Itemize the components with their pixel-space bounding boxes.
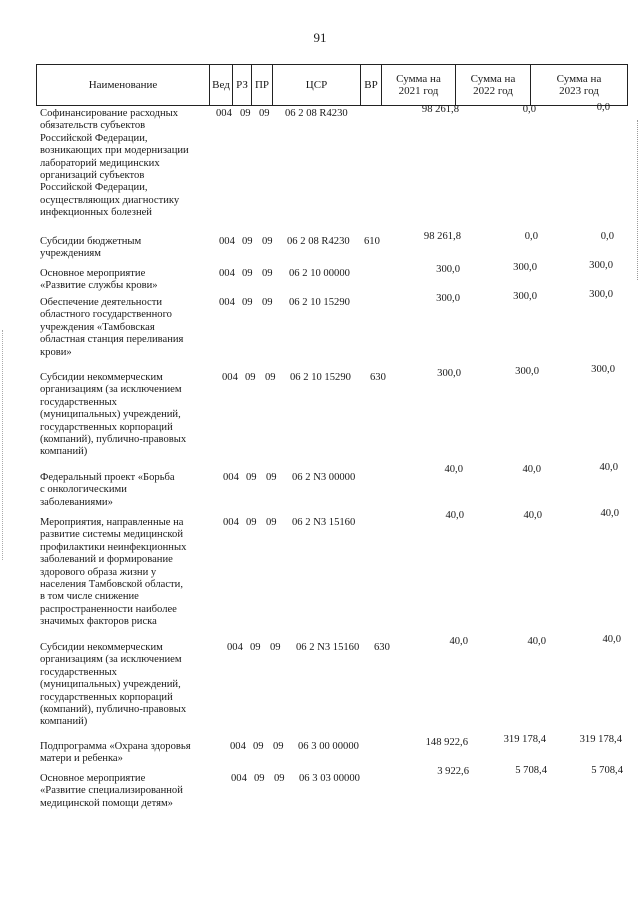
row-rz: 09 <box>245 372 256 383</box>
row-sum-2022: 319 178,4 <box>503 734 546 745</box>
row-csr: 06 2 N3 00000 <box>292 472 356 483</box>
row-name: Субсидии некоммерческим организациям (за исключением государственных (муниципальных) учреждений, государственных корпораций (компаний), публично-правовых компаний) <box>40 372 187 458</box>
row-pr: 09 <box>262 268 273 279</box>
row-sum-2023: 300,0 <box>589 289 613 300</box>
row-rz: 09 <box>250 642 261 653</box>
row-vr: 630 <box>370 372 386 383</box>
row-csr: 06 3 00 00000 <box>298 741 359 752</box>
header-sum-2022: Сумма на 2022 год <box>455 64 531 106</box>
row-sum-2023: 40,0 <box>600 508 619 519</box>
header-sum-2023: Сумма на 2023 год <box>530 64 628 106</box>
header-rz: РЗ <box>232 64 252 106</box>
row-sum-2023: 0,0 <box>600 231 614 242</box>
row-sum-2021: 40,0 <box>449 636 468 647</box>
row-rz: 09 <box>253 741 264 752</box>
row-rz: 09 <box>242 236 253 247</box>
row-sum-2022: 300,0 <box>515 366 539 377</box>
row-pr: 09 <box>259 108 270 119</box>
row-sum-2021: 40,0 <box>445 510 464 521</box>
row-csr: 06 2 08 R4230 <box>285 108 348 119</box>
row-vr: 630 <box>374 642 390 653</box>
row-name: Подпрограмма «Охрана здоровья матери и ребенка» <box>40 741 191 765</box>
row-sum-2021: 300,0 <box>436 293 460 304</box>
row-sum-2022: 5 708,4 <box>515 765 547 776</box>
row-sum-2022: 300,0 <box>513 262 537 273</box>
row-sum-2022: 0,0 <box>524 231 538 242</box>
row-csr: 06 2 10 00000 <box>289 268 350 279</box>
row-ved: 004 <box>223 472 239 483</box>
row-sum-2023: 5 708,4 <box>591 765 623 776</box>
row-pr: 09 <box>262 297 273 308</box>
row-rz: 09 <box>246 472 257 483</box>
row-ved: 004 <box>231 773 247 784</box>
row-sum-2021: 148 922,6 <box>425 737 468 748</box>
row-sum-2023: 300,0 <box>589 260 613 271</box>
row-sum-2023: 300,0 <box>591 364 615 375</box>
scan-edge-marks <box>633 120 638 280</box>
row-sum-2022: 40,0 <box>522 464 541 475</box>
row-ved: 004 <box>219 268 235 279</box>
row-sum-2021: 40,0 <box>444 464 463 475</box>
row-vr: 610 <box>364 236 380 247</box>
row-name: Основное мероприятие «Развитие службы крови» <box>40 268 158 292</box>
row-csr: 06 2 N3 15160 <box>292 517 356 528</box>
header-name: Наименование <box>36 64 210 106</box>
scan-edge-marks-left <box>2 330 6 560</box>
row-csr: 06 3 03 00000 <box>299 773 360 784</box>
row-name: Субсидии бюджетным учреждениям <box>40 236 142 260</box>
header-sum-2021: Сумма на 2021 год <box>381 64 456 106</box>
row-name: Софинансирование расходных обязательств субъектов Российской Федерации, возникающих при модернизации лабораторий медицинских организаций субъектов Российской Федерации, осуществляющих диагностику инфекционных болезней <box>40 108 189 219</box>
row-ved: 004 <box>219 236 235 247</box>
row-rz: 09 <box>242 268 253 279</box>
row-pr: 09 <box>262 236 273 247</box>
row-pr: 09 <box>266 472 277 483</box>
row-rz: 09 <box>240 108 251 119</box>
row-sum-2023: 0,0 <box>596 102 610 113</box>
row-pr: 09 <box>274 773 285 784</box>
row-pr: 09 <box>265 372 276 383</box>
row-sum-2021: 98 261,8 <box>421 104 459 115</box>
row-pr: 09 <box>270 642 281 653</box>
row-ved: 004 <box>223 517 239 528</box>
row-csr: 06 2 08 R4230 <box>287 236 350 247</box>
header-ved: Вед <box>209 64 233 106</box>
row-csr: 06 2 10 15290 <box>290 372 351 383</box>
row-rz: 09 <box>254 773 265 784</box>
row-sum-2023: 40,0 <box>599 462 618 473</box>
header-pr: ПР <box>251 64 273 106</box>
header-csr: ЦСР <box>272 64 361 106</box>
row-pr: 09 <box>266 517 277 528</box>
header-vr: ВР <box>360 64 382 106</box>
row-name: Мероприятия, направленные на развитие системы медицинской профилактики неинфекционных заболеваний и формирование здорового образа жизни у населения Тамбовской области, в том числе снижение распространенности наиболее значимых факторов риска <box>40 517 187 628</box>
row-ved: 004 <box>222 372 238 383</box>
row-csr: 06 2 N3 15160 <box>296 642 360 653</box>
row-ved: 004 <box>219 297 235 308</box>
row-ved: 004 <box>216 108 232 119</box>
row-ved: 004 <box>230 741 246 752</box>
row-sum-2021: 3 922,6 <box>437 766 469 777</box>
row-sum-2022: 40,0 <box>523 510 542 521</box>
row-sum-2021: 98 261,8 <box>423 231 461 242</box>
row-sum-2023: 319 178,4 <box>579 734 622 745</box>
row-ved: 004 <box>227 642 243 653</box>
row-rz: 09 <box>246 517 257 528</box>
table-header <box>36 64 628 106</box>
row-name: Федеральный проект «Борьба с онкологическими заболеваниями» <box>40 472 175 508</box>
row-sum-2021: 300,0 <box>436 264 460 275</box>
row-csr: 06 2 10 15290 <box>289 297 350 308</box>
row-sum-2021: 300,0 <box>437 368 461 379</box>
page-number: 91 <box>313 30 327 45</box>
row-sum-2022: 0,0 <box>522 104 536 115</box>
row-name: Основное мероприятие «Развитие специализированной медицинской помощи детям» <box>40 773 183 809</box>
row-name: Обеспечение деятельности областного государственного учреждения «Тамбовская областная станция переливания крови» <box>40 297 184 358</box>
row-pr: 09 <box>273 741 284 752</box>
row-sum-2022: 300,0 <box>513 291 537 302</box>
row-sum-2022: 40,0 <box>527 636 546 647</box>
row-sum-2023: 40,0 <box>602 634 621 645</box>
row-name: Субсидии некоммерческим организациям (за исключением государственных (муниципальных) учреждений, государственных корпораций (компаний), публично-правовых компаний) <box>40 642 187 728</box>
row-rz: 09 <box>242 297 253 308</box>
